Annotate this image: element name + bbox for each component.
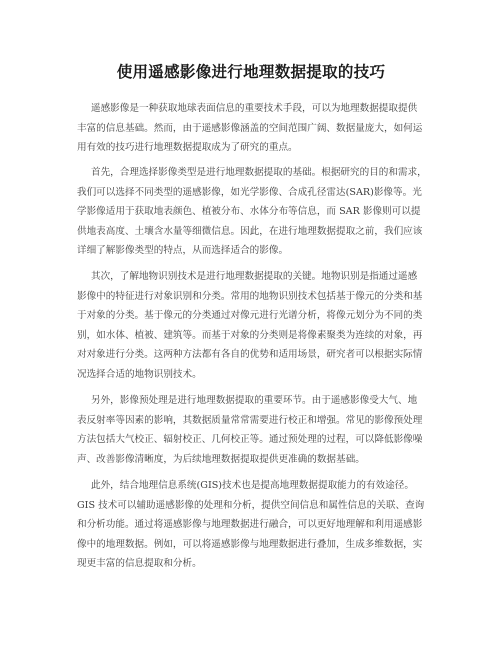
paragraph-line: 声、改善影像清晰度，为后续地理数据提取提供更准确的数据基础。	[77, 453, 365, 465]
paragraph-line: 对对象进行分类。这两种方法都有各自的优势和适用场景，研究者可以根据实际情	[77, 349, 423, 361]
paragraph-line: 其次，了解地物识别技术是进行地理数据提取的关键。地物识别是指通过遥感	[91, 271, 418, 282]
paragraph-line: 方法包括大气校正、辐射校正、几何校正等。通过预处理的过程，可以降低影像噪	[77, 434, 423, 446]
page-title: 使用遥感影像进行地理数据提取的技巧	[116, 63, 386, 81]
paragraph-4	[77, 391, 437, 469]
paragraph-line: 丰富的信息基础。然而，由于遥感影像涵盖的空间范围广阔、数据量庞大，如何运	[77, 122, 423, 134]
paragraph-line: 像中的地理数据。例如，可以将遥感影像与地理数据进行叠加，生成多维数据，实	[77, 538, 423, 550]
paragraph-line: 学影像适用于获取地表颜色、植被分布、水体分布等信息，而 SAR 影像则可以提	[77, 206, 421, 218]
paragraph-line: 于对象的分类。基于像元的分类通过对像元进行光谱分析，将像元划分为不同的类	[77, 310, 423, 322]
paragraph-line: 现更丰富的信息提取和分析。	[77, 558, 202, 570]
paragraph-3	[77, 267, 437, 385]
paragraph-line: GIS 技术可以辅助遥感影像的处理和分析，提供空间信息和属性信息的关联、查询	[77, 499, 425, 511]
paragraph-line: 供地表高度、土壤含水量等细微信息。因此，在进行地理数据提取之前，我们应该	[77, 225, 423, 237]
paragraph-line: 此外，结合地理信息系统(GIS)技术也是提高地理数据提取能力的有效途径。	[91, 480, 414, 491]
paragraph-line: 详细了解影像类型的特点，从而选择适合的影像。	[77, 245, 289, 257]
paragraph-line: 我们可以选择不同类型的遥感影像，如光学影像、合成孔径雷达(SAR)影像等。光	[77, 186, 422, 198]
paragraph-line: 影像中的特征进行对象识别和分类。常用的地物识别技术包括基于像元的分类和基	[77, 290, 423, 302]
paragraph-line: 另外，影像预处理是进行地理数据提取的重要环节。由于遥感影像受大气、地	[91, 395, 418, 406]
paragraph-line: 遥感影像是一种获取地球表面信息的重要技术手段，可以为地理数据提取提供	[91, 103, 418, 114]
paragraph-line: 用有效的技巧进行地理数据提取成为了研究的重点。	[77, 142, 298, 154]
paragraph-line: 和分析功能。通过将遥感影像与地理数据进行融合，可以更好地理解和利用遥感影	[77, 519, 423, 531]
paragraph-line: 首先，合理选择影像类型是进行地理数据提取的基础。根据研究的目的和需求，	[91, 167, 427, 178]
paragraph-5	[77, 476, 437, 574]
paragraph-line: 别，如水体、植被、建筑等。而基于对象的分类则是将像素聚类为连续的对象，再	[77, 329, 423, 341]
paragraph-1	[77, 99, 437, 158]
paragraph-line: 表反射率等因素的影响，其数据质量常常需要进行校正和增强。常见的影像预处理	[77, 414, 423, 426]
paragraph-2	[77, 163, 437, 261]
paragraph-line: 况选择合适的地物识别技术。	[77, 368, 202, 380]
